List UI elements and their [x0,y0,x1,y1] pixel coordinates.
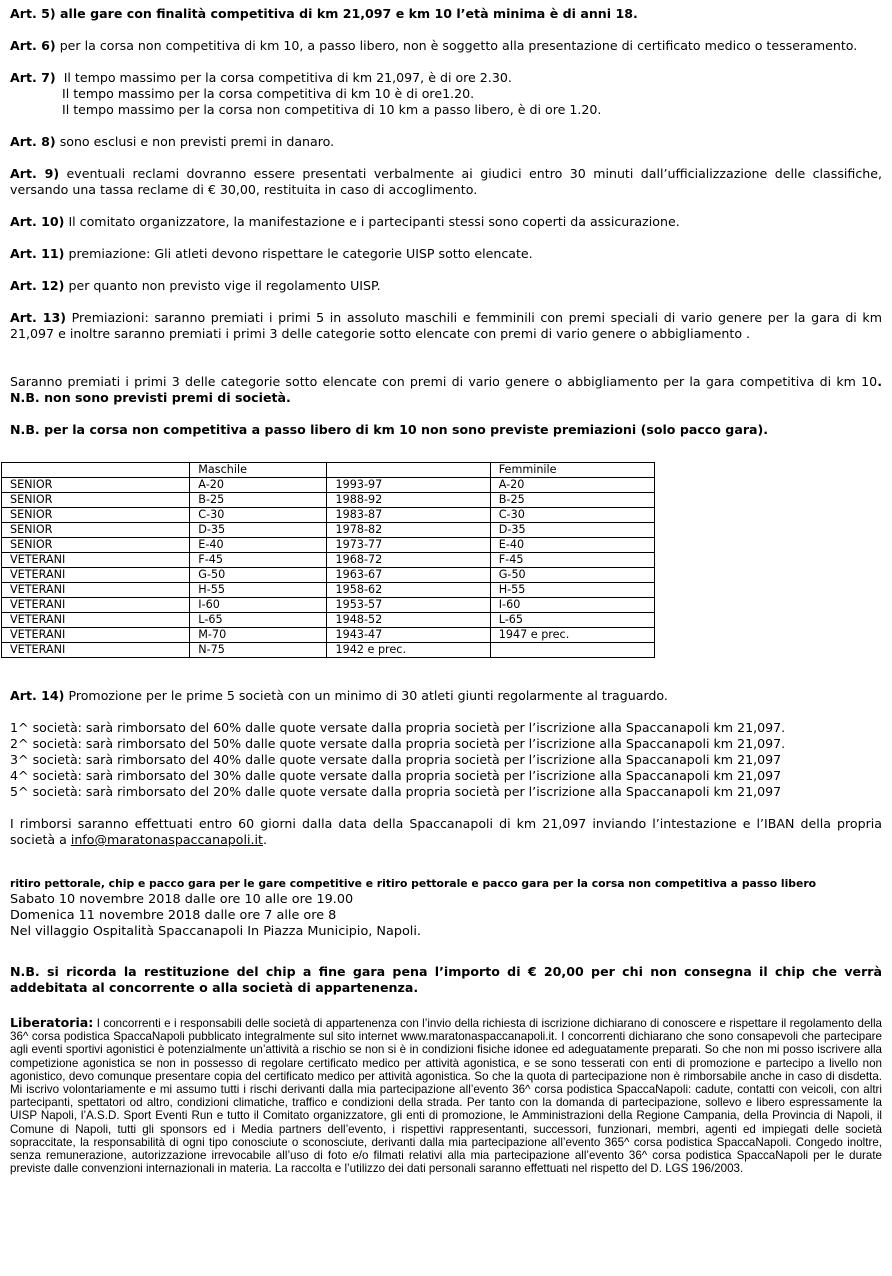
table-cell: N-75 [190,643,327,658]
table-cell: A-20 [190,478,327,493]
ritiro-line2: Domenica 11 novembre 2018 dalle ore 7 alle ore 8 [10,908,337,923]
categories-table [1,462,655,658]
table-row [2,628,655,643]
table-row [2,643,655,658]
refund-item: 5^ società: sarà rimborsato del 20% dalle quote versate dalla propria società per l’iscrizione alla Spaccanapoli km 21,097 [10,784,782,799]
table-cell: SENIOR [2,478,190,493]
art13: Art. 13) Premiazioni: saranno premiati i primi 5 in assoluto maschili e femminili con premi speciali di vario genere per la gara di km 21,097 e inoltre saranno premiati i primi 3 delle categorie sotto elencate con premi di vario genere o abbigliamento . [10,310,882,341]
ritiro-line3: Nel villaggio Ospitalità Spaccanapoli In Piazza Municipio, Napoli. [10,924,421,939]
table-cell: B-25 [190,493,327,508]
table-row [2,523,655,538]
table-cell: D-35 [490,523,654,538]
art7: Art. 7) Il tempo massimo per la corsa competitiva di km 21,097, è di ore 2.30. [10,70,512,85]
table-cell: C-30 [190,508,327,523]
table-cell: SENIOR [2,508,190,523]
email-link[interactable]: info@maratonaspaccanapoli.it [70,832,263,847]
prizes-nb: N.B. per la corsa non competitiva a passo libero di km 10 non sono previste premiazioni (solo pacco gara). [10,422,769,437]
table-cell: VETERANI [2,553,190,568]
table-cell: SENIOR [2,538,190,553]
table-cell: 1993-97 [327,478,490,493]
table-cell: 1963-67 [327,568,490,583]
table-cell: I-60 [190,598,327,613]
table-row [2,478,655,493]
table-cell: VETERANI [2,613,190,628]
table-cell: H-55 [190,583,327,598]
refund-list [10,720,882,800]
table-cell: C-30 [490,508,654,523]
table-cell: L-65 [490,613,654,628]
table-cell: SENIOR [2,523,190,538]
table-cell: 1973-77 [327,538,490,553]
table-cell: 1978-82 [327,523,490,538]
table-header-row [2,463,655,478]
table-header-cell [2,463,190,478]
categories-table-body [2,463,655,658]
table-cell: 1942 e prec. [327,643,490,658]
art9: Art. 9) eventuali reclami dovranno essere presentati verbalmente ai giudici entro 30 minuti dall’ufficializzazione delle classifiche, versando una tassa reclame di € 30,00, restituita in caso di accoglimento. [10,166,882,197]
table-row [2,568,655,583]
table-row [2,493,655,508]
table-cell: 1948-52 [327,613,490,628]
table-cell: 1958-62 [327,583,490,598]
table-cell: VETERANI [2,628,190,643]
table-cell: 1947 e prec. [490,628,654,643]
ritiro-heading: ritiro pettorale, chip e pacco gara per le gare competitive e ritiro pettorale e pacco gara per la corsa non competitiva a passo libero [10,877,817,890]
table-cell: 1953-57 [327,598,490,613]
table-cell: 1988-92 [327,493,490,508]
table-cell: G-50 [190,568,327,583]
table-cell: I-60 [490,598,654,613]
prizes-paragraph: Saranno premiati i primi 3 delle categorie sotto elencate con premi di vario genere o abbigliamento per la gara competitiva di km 10. N.B. non sono previsti premi di società. [10,374,882,405]
refund-item: 3^ società: sarà rimborsato del 40% dalle quote versate dalla propria società per l’iscrizione alla Spaccanapoli km 21,097 [10,752,782,767]
table-row [2,598,655,613]
table-cell: E-40 [490,538,654,553]
table-cell: 1983-87 [327,508,490,523]
art7-line2: Il tempo massimo per la corsa competitiva di km 10 è di ore1.20. [62,86,475,101]
ritiro-line1: Sabato 10 novembre 2018 dalle ore 10 alle ore 19.00 [10,892,354,907]
table-row [2,553,655,568]
table-row [2,538,655,553]
table-cell [490,643,654,658]
table-header-cell [327,463,490,478]
table-header-cell: Maschile [190,463,327,478]
table-header-cell: Femminile [490,463,654,478]
table-cell: L-65 [190,613,327,628]
table-cell: SENIOR [2,493,190,508]
table-cell: VETERANI [2,643,190,658]
regulation-document [10,6,882,1175]
table-cell: E-40 [190,538,327,553]
rimborsi-paragraph: I rimborsi saranno effettuati entro 60 giorni dalla data della Spaccanapoli di km 21,097 inviando l’intestazione e l’IBAN della propria società a info@maratonaspaccanapoli.it. [10,816,882,847]
table-cell: F-45 [490,553,654,568]
refund-item: 1^ società: sarà rimborsato del 60% dalle quote versate dalla propria società per l’iscrizione alla Spaccanapoli km 21,097. [10,720,786,735]
table-cell: VETERANI [2,598,190,613]
art12: Art. 12) per quanto non previsto vige il regolamento UISP. [10,278,381,293]
refund-item: 4^ società: sarà rimborsato del 30% dalle quote versate dalla propria società per l’iscrizione alla Spaccanapoli km 21,097 [10,768,782,783]
chip-note: N.B. si ricorda la restituzione del chip a fine gara pena l’importo di € 20,00 per chi non consegna il chip che verrà addebitata al concorrente o alla società di appartenenza. [10,964,882,995]
refund-item: 2^ società: sarà rimborsato del 50% dalle quote versate dalla propria società per l’iscrizione alla Spaccanapoli km 21,097. [10,736,786,751]
table-row [2,508,655,523]
art7-line3: Il tempo massimo per la corsa non competitiva di 10 km a passo libero, è di ore 1.20. [62,102,602,117]
table-cell: A-20 [490,478,654,493]
table-cell: G-50 [490,568,654,583]
art11: Art. 11) premiazione: Gli atleti devono rispettare le categorie UISP sotto elencate. [10,246,533,261]
table-row [2,613,655,628]
art14: Art. 14) Promozione per le prime 5 società con un minimo di 30 atleti giunti regolarmente al traguardo. [10,688,668,703]
art6: Art. 6) per la corsa non competitiva di km 10, a passo libero, non è soggetto alla presentazione di certificato medico o tesseramento. [10,38,858,53]
art5: Art. 5) alle gare con finalità competitiva di km 21,097 e km 10 l’età minima è di anni 18. [10,6,638,21]
table-row [2,583,655,598]
table-cell: VETERANI [2,568,190,583]
liberatoria: Liberatoria: I concorrenti e i responsabili delle società di appartenenza con l’invio della richiesta di iscrizione dichiarano di conoscere e rispettare il regolamento della 36^ corsa podistica SpaccaNapoli pubblicato integralmente sul sito internet www.maratonaspaccanapoli.it. I concorrenti dichiarano che sono consapevoli che partecipare agli eventi sportivi agonistici è potenzialmente un’attività a rischio se non si è in condizioni fisiche idonee ed adeguatamente preparati. So che non mi posso iscrivere alla competizione agonistica se non in possesso di regolare certificato medico per attività agonistica, e se sono tesserati con enti di promozione e partecipo a livello non agonistico, devo comunque presentare copia del certificato medico per attività agonistica. So che la quota di partecipazione non è rimborsabile anche in caso di disdetta. Mi iscrivo volontariamente e mi assumo tutti i rischi derivanti dalla mia partecipazione all’evento 36^ corsa podistica SpaccaNapoli: cadute, contatti con veicoli, con altri partecipanti, spettatori od altro, condizioni climatiche, traffico e condizioni della strada. Per tanto con la domanda di partecipazione, sollevo e libero espressamente la UISP Napoli, l’A.S.D. Sport Eventi Run e tutto il Comitato organizzatore, gli enti di promozione, le Amministrazioni della Regione Campania, della Provincia di Napoli, il Comune di Napoli, tutti gli sponsors ed i Media partners dell’evento, i rispettivi rappresentanti, successori, funzionari, membri, agenti ed impiegati delle società sopraccitate, la responsabilità di ogni tipo conosciute o sconosciute, derivanti dalla mia partecipazione all’evento 365^ corsa podistica SpaccaNapoli. Congedo inoltre, senza remunerazione, autorizzazione irrevocabile all’uso di foto e/o filmati relativi alla mia partecipazione all’evento 36^ corsa podistica SpaccaNapoli per le durate previste dalle convenzioni internazionali in materia. La raccolta e l’utilizzo dei dati personali saranno effettuati nel rispetto del D. LGS 196/2003. [10,1015,882,1176]
table-cell: 1968-72 [327,553,490,568]
table-cell: F-45 [190,553,327,568]
table-cell: 1943-47 [327,628,490,643]
table-cell: D-35 [190,523,327,538]
table-cell: VETERANI [2,583,190,598]
table-cell: B-25 [490,493,654,508]
art8: Art. 8) sono esclusi e non previsti premi in danaro. [10,134,335,149]
table-cell: H-55 [490,583,654,598]
art10: Art. 10) Il comitato organizzatore, la manifestazione e i partecipanti stessi sono coperti da assicurazione. [10,214,680,229]
table-cell: M-70 [190,628,327,643]
